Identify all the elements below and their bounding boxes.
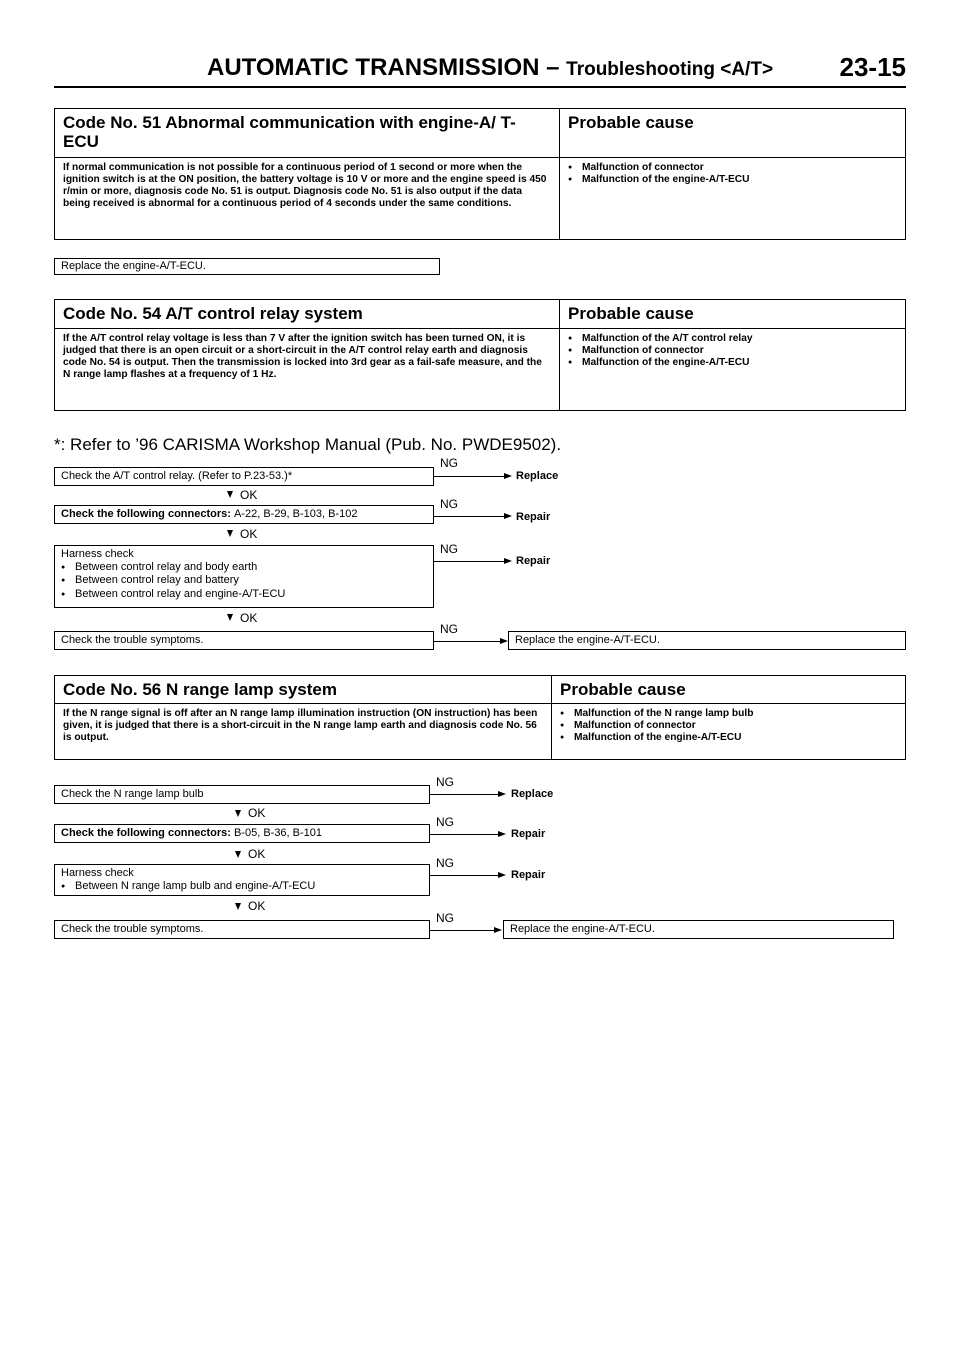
ok-arrow <box>235 851 241 858</box>
flow-56-action-3: Repair <box>511 869 546 881</box>
ng-label: NG <box>440 542 458 556</box>
harness-item: ● Between control relay and engine-A/T-ECU <box>61 588 427 602</box>
reference-note: *: Refer to ’96 CARISMA Workshop Manual (Pub. No. PWDE9502). <box>54 435 562 454</box>
ng-arrow-line <box>434 561 506 562</box>
code-51-table <box>54 108 906 240</box>
cause-item: ● Malfunction of the engine-A/T-ECU <box>568 174 897 186</box>
cause-item: ● Malfunction of the N range lamp bulb <box>560 708 897 720</box>
flow-54-step-4: Check the trouble symptoms. <box>54 631 434 650</box>
flow-54-action-3: Repair <box>516 555 551 567</box>
ng-label: NG <box>440 456 458 470</box>
flow-54-action-2: Repair <box>516 511 551 523</box>
ng-arrow-head <box>498 791 506 797</box>
ok-label: OK <box>248 806 266 820</box>
code-51-causes <box>559 157 905 239</box>
ng-arrow-head <box>494 927 502 933</box>
flow-56-step-4: Check the trouble symptoms. <box>54 920 430 939</box>
ok-label: OK <box>240 611 258 625</box>
harness-item: ● Between control relay and battery <box>61 574 427 588</box>
flow-54-step-1: Check the A/T control relay. (Refer to P.23-53.)* <box>54 467 434 486</box>
page-number: 23-15 <box>839 52 906 82</box>
cause-item: ● Malfunction of the A/T control relay <box>568 333 897 345</box>
page-header <box>207 54 773 82</box>
cause-item: ● Malfunction of connector <box>560 720 897 732</box>
ng-arrow-line <box>430 875 500 876</box>
ng-arrow-head <box>504 513 512 519</box>
ng-arrow-line <box>430 794 500 795</box>
ng-label: NG <box>436 856 454 870</box>
ng-label: NG <box>436 775 454 789</box>
code-51-action-box <box>54 258 440 275</box>
harness-item: ● Between control relay and body earth <box>61 561 427 575</box>
cause-item: ● Malfunction of the engine-A/T-ECU <box>568 357 897 369</box>
ok-arrow <box>227 614 233 621</box>
code-54-condition: If the A/T control relay voltage is less than 7 V after the ignition switch has been turned ON, it is judged that there is an open circuit or a short-circuit in the A/T control relay earth and diagnosis code No. 54 is output. Then the transmission is locked into 3rd gear as a fail-safe measure, and the N range lamp flashes at a frequency of 1 Hz. <box>55 328 559 410</box>
cause-item: ● Malfunction of connector <box>568 162 897 174</box>
ng-arrow-line <box>434 516 506 517</box>
code-51-probable-cause-label: Probable cause <box>559 109 905 157</box>
code-51-action: Replace the engine-A/T-ECU. <box>61 260 206 272</box>
ng-arrow-line <box>430 834 500 835</box>
ng-arrow-line <box>430 930 496 931</box>
ng-arrow-line <box>434 641 502 642</box>
code-54-table <box>54 299 906 411</box>
flow-54-action-1: Replace <box>516 470 559 482</box>
header-subtitle: Troubleshooting <A/T> <box>566 59 774 80</box>
ng-label: NG <box>440 622 458 636</box>
ok-label: OK <box>240 488 258 502</box>
ok-arrow <box>235 810 241 817</box>
ng-arrow-head <box>504 473 512 479</box>
code-54-causes <box>559 328 905 410</box>
ng-arrow-head <box>498 831 506 837</box>
ok-label: OK <box>248 899 266 913</box>
ng-arrow-line <box>434 476 506 477</box>
cause-item: ● Malfunction of the engine-A/T-ECU <box>560 732 897 744</box>
ok-arrow <box>227 491 233 498</box>
header-dash: – <box>546 54 560 81</box>
ng-label: NG <box>436 815 454 829</box>
code-56-probable-cause-label: Probable cause <box>551 676 905 703</box>
flow-54-step-3: Harness check ● Between control relay and body earth ● Between control relay and battery ● Between control relay and engine-A/T-ECU <box>54 545 434 608</box>
ng-arrow-head <box>504 558 512 564</box>
ok-arrow <box>235 903 241 910</box>
code-56-table <box>54 675 906 760</box>
code-54-probable-cause-label: Probable cause <box>559 300 905 328</box>
flow-56-step-1: Check the N range lamp bulb <box>54 785 430 804</box>
flow-56-action-2: Repair <box>511 828 546 840</box>
flow-54-step-2: Check the following connectors: A-22, B-29, B-103, B-102 <box>54 505 434 524</box>
flow-56-step-2: Check the following connectors: B-05, B-36, B-101 <box>54 824 430 843</box>
header-rule <box>54 86 906 88</box>
code-51-condition: If normal communication is not possible for a continuous period of 1 second or more when the ignition switch is at the ON position, the battery voltage is 10 V or more and the engine speed is 450 r/min or more, diagnosis code No. 51 is output. Diagnosis code No. 51 is also output if the data being received is abnormal for a continuous period of 4 seconds under the same conditions. <box>55 157 559 239</box>
code-56-title: Code No. 56 N range lamp system <box>63 680 337 699</box>
header-title: AUTOMATIC TRANSMISSION <box>207 54 540 81</box>
flow-54-action-4-box <box>508 631 906 650</box>
flow-56-action-1: Replace <box>511 788 554 800</box>
code-56-causes <box>551 703 905 759</box>
ng-label: NG <box>440 497 458 511</box>
flow-56-action-4-box <box>503 920 894 939</box>
ng-label: NG <box>436 911 454 925</box>
ok-label: OK <box>248 847 266 861</box>
cause-item: ● Malfunction of connector <box>568 345 897 357</box>
code-56-condition: If the N range signal is off after an N range lamp illumination instruction (ON instruction) has been given, it is judged that there is a short-circuit in the N range lamp earth and diagnosis code No. 56 is output. <box>55 703 551 759</box>
flow-56-action-4: Replace the engine-A/T-ECU. <box>510 923 655 935</box>
ng-arrow-head <box>498 872 506 878</box>
flow-56-step-3: Harness check ● Between N range lamp bulb and engine-A/T-ECU <box>54 864 430 896</box>
code-54-title: Code No. 54 A/T control relay system <box>63 304 363 323</box>
flow-54-action-4: Replace the engine-A/T-ECU. <box>515 634 660 646</box>
ng-arrow-head <box>500 638 508 644</box>
code-51-title: Code No. 51 Abnormal communication with engine-A/ T-ECU <box>63 113 516 151</box>
ok-label: OK <box>240 527 258 541</box>
ok-arrow <box>227 530 233 537</box>
harness-item: ● Between N range lamp bulb and engine-A/T-ECU <box>61 880 423 894</box>
